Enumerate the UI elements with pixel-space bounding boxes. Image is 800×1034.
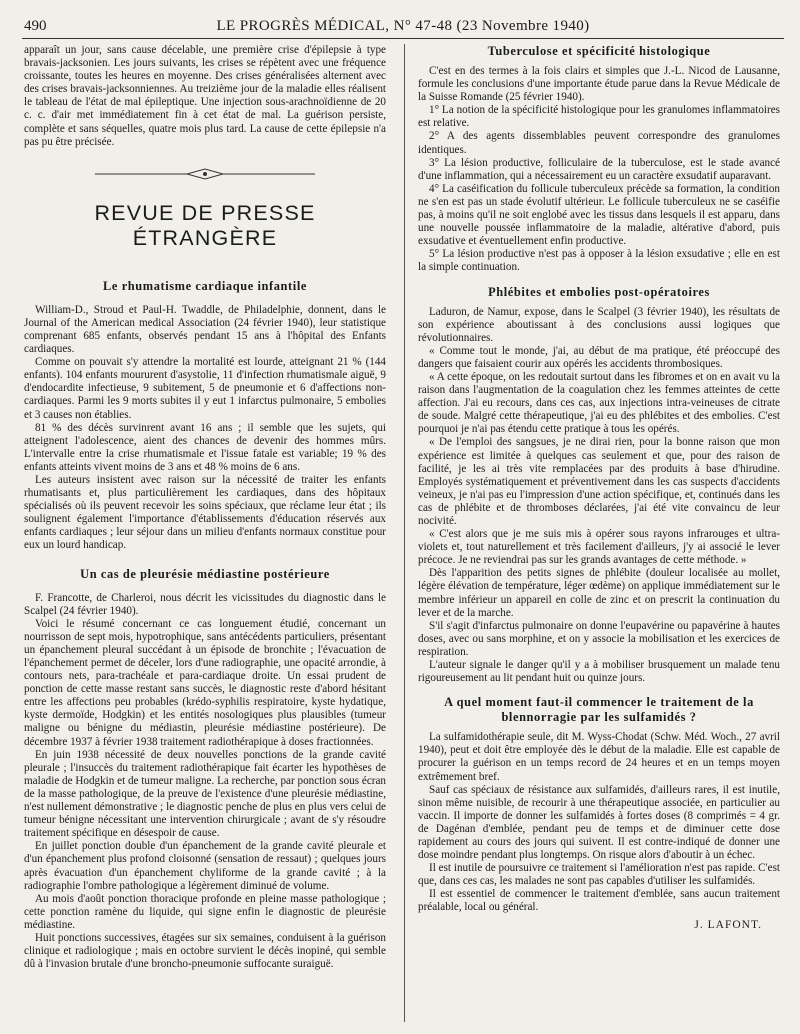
tuberculose-paragraph: 4° La caséification du follicule tuberculeux précède sa formation, la condition ne s'en est pas un stade évolutif ultérieur. Le follicule tuberculeux ne se caséifie pas, à moins qu'il ne soit englobé avec les tissus dans lesquels il est apparu, dans une nouvelle poussée inflammatoire de la maladie, altérative d'abord, puis exsudative et éventuellement enfin productive. xyxy=(418,182,780,248)
rhumatisme-paragraph: Comme on pouvait s'y attendre la mortalité est lourde, atteignant 21 % (144 enfants). 104 enfants moururent d'asystolie, 11 d'infection rhumatismale aiguë, 9 d'endocardite infectieuse, 9 subitement, 5 de pneumonie et 6 d'affections non-cardiaques. Parmi les 9 morts subites il y eut 1 infarctus pulmonaire, 5 embolies et 3 causes non établies. xyxy=(24,356,386,421)
column-divider xyxy=(404,44,405,1022)
columns xyxy=(22,44,784,1022)
intro-paragraph: apparaît un jour, sans cause décelable, une première crise d'épilepsie à type bravais-jacksonien. Les jours suivants, les crises se répètent avec une fréquence croissante, toutes les heures en moyenne. Des crises généralisées alternent avec des crises bravais-jacksonniennes. Au treizième jour de la maladie elles réalisent le tableau de l'état de mal épileptique. Une injection sous-arachnoïdienne de 20 c. c. d'air met immédiatement fin à cet état de mal. La guérison persiste, complète et sans séquelles, quatre mois plus tard. La cause de cette épilepsie n'a pas pu être précisée. xyxy=(24,44,386,148)
pleuresie-paragraph: F. Francotte, de Charleroi, nous décrit les vicissitudes du diagnostic dans le Scalpel (24 février 1940). xyxy=(24,591,386,617)
page-header xyxy=(22,14,784,39)
pleuresie-paragraph: En juin 1938 nécessité de deux nouvelles ponctions de la grande cavité pleurale ; l'insuccès du traitement radiothérapique fait écarter les hypothèses de maladie de Hodgkin et de tumeur maligne. La recherche, par ponction sous écran de la masse pathologique, de la preuve de l'existence d'une pleurésie médiastine, n'est nullement démonstrative ; le diagnostic penche de plus en plus vers celui de tumeur bénigne nécessitant une intervention chirurgicale ; avant de s'y résoudre traitement spécifique en désespoir de cause. xyxy=(24,748,386,840)
rhumatisme-paragraph: William-D., Stroud et Paul-H. Twaddle, de Philadelphie, donnent, dans le Journal of the American medical Association (24 février 1940), leur statistique comprenant 685 enfants, observés pendant 15 ans à l'hôpital des Enfants cardiaques. xyxy=(24,303,386,356)
pleuresie-paragraph: Huit ponctions successives, étagées sur six semaines, conduisent à la guérison clinique et radiologique ; mais en octobre survient le décès inopiné, qui semble dû à l'invasion brutale d'une broncho-pneumonie suffocante suraiguë. xyxy=(24,931,386,971)
phlebites-paragraph: Dès l'apparition des petits signes de phlébite (douleur localisée au mollet, légère élévation de température, léger œdème) on applique immédiatement sur le membre inférieur un appareil en colle de zinc et on prescrit la continuation du lever et de la marche. xyxy=(418,567,780,619)
pleuresie-paragraph: Au mois d'août ponction thoracique profonde en pleine masse pathologique ; cette ponction ramène du liquide, qui signe enfin le diagnostic de pleurésie médiastine. xyxy=(24,892,386,931)
rhumatisme-paragraph: Les auteurs insistent avec raison sur la nécessité de traiter les enfants rhumatisants et, plus particulièrement les cardiaques, dans des hôpitaux spécialisés où ils peuvent recevoir les soins spéciaux, que réclame leur état ; ils soulignent également l'importance d'établissements d'éducation réservés aux enfants cardiaques ; leur séjour dans un milieu d'enfants normaux constitue pour eux un lourd handicap. xyxy=(24,473,386,552)
tuberculose-paragraph: 5° La lésion productive n'est pas à opposer à la lésion exsudative ; elle en est la simple continuation. xyxy=(418,248,780,274)
ornament-divider-icon xyxy=(95,167,315,181)
ornament-divider xyxy=(24,167,386,181)
pleuresie-paragraph: Voici le résumé concernant ce cas longuement étudié, concernant un nourrisson de sept mois, hypotrophique, sans antécédents particuliers, présentant un épanchement pleural succédant à un épisode de bronchite ; l'évacuation de l'épanchement permet de déceler, lors d'une radiographie, une opacité arrondie, à contours nets, para-trachéale et para-cardiaque droite. Un essai prudent de ponction de cette masse restant sans succès, le diagnostic reste d'abord hésitant entre les affections peu probables (krédo-syphilis respiratoire, kyste hydatique, kyste dermoïde, Hodgkin) et les entités nosologiques plus plausibles (tumeur maligne ou bénigne du médiastin, pleurésie médiastine postérieure). De décembre 1937 à février 1938 traitement radiothérapique à doses fractionnées. xyxy=(24,617,386,748)
page xyxy=(22,14,784,1022)
section-title-tuberculose: Tuberculose et spécificité histologique xyxy=(487,44,711,58)
tuberculose-paragraph: 2° A des agents dissemblables peuvent correspondre des granulomes identiques. xyxy=(418,130,780,156)
rhumatisme-paragraph: 81 % des décès survinrent avant 16 ans ; il semble que les sujets, qui atteignent l'adolescence, aient des chances de devenir des hommes mûrs. L'intervalle entre la crise rhumatismale et l'issue fatale est variable; 19 % des enfants atteints vivent moins de 3 ans et 48 % moins de 6 ans. xyxy=(24,421,386,473)
phlebites-paragraph: « A cette époque, on les redoutait surtout dans les fibromes et on en avait vu la raison dans l'augmentation de la coagulation chez les femmes atteintes de cette affection. J'ai eu recours, dans ces cas, aux injections intra-veineuses de citrate de soude. Malgré cette thérapeutique, j'ai eu des phlébites et des embolies. C'est pourquoi je n'ai pas étendu cette pratique à tous les opérés. xyxy=(418,370,780,436)
running-title: LE PROGRÈS MÉDICAL, N° 47-48 (23 Novembre 1940) xyxy=(216,18,590,34)
section-title-rhumatisme: Le rhumatisme cardiaque infantile xyxy=(103,278,307,293)
section-title-pleuresie: Un cas de pleurésie médiastine postérieure xyxy=(80,566,330,581)
phlebites-paragraph: S'il s'agit d'infarctus pulmonaire on donne l'eupavérine ou papavérine à hautes doses, avec ou sans morphine, et on y associe la mobilisation et les exercices de respiration. xyxy=(418,619,780,658)
section-title-phlebites: Phlébites et embolies post-opératoires xyxy=(488,284,710,299)
phlebites-paragraph: Laduron, de Namur, expose, dans le Scalpel (3 février 1940), les résultats de son expérience aboutissant à des conclusions aussi logiques que révolutionnaires. xyxy=(418,305,780,344)
page-number: 490 xyxy=(24,18,47,34)
tuberculose-paragraph: 3° La lésion productive, folliculaire de la tuberculose, est le stade avancé d'une inflammation, qui a nécessairement eu un caractère exsudatif auparavant. xyxy=(418,156,780,182)
phlebites-paragraph: « De l'emploi des sangsues, je ne dirai rien, pour la bonne raison que mon expérience est limitée à quelques cas seulement et que, pour des raison de facilité, je les ai très vite remplacées par des produits à base d'hirudine. Employés systématiquement et préventivement dans les cas suspects d'accidents veineux, je n'ai pas eu l'impression d'une action spécifique, et, continués dans les cas de phlébite et de thromboses déclarées, j'ai été vite convaincu de leur nocivité. xyxy=(418,436,780,527)
tuberculose-paragraph: 1° La notion de la spécificité histologique pour les granulomes inflammatoires est relative. xyxy=(418,104,780,130)
phlebites-paragraph: L'auteur signale le danger qu'il y a à mobiliser brusquement un malade tenu rigoureusement au lit pendant huit ou quinze jours. xyxy=(418,659,780,685)
pleuresie-paragraph: En juillet ponction double d'un épanchement de la grande cavité pleurale et d'un épanchement plus profond cloisonné (sensation de ressaut) ; quelques jours après évacuation d'un épanchement chyliforme de la grande cavité ; à la radiographie l'ombre pathologique a légèrement diminué de volume. xyxy=(24,840,386,892)
left-column xyxy=(24,44,386,1022)
main-section-title: REVUE DE PRESSE ÉTRANGÈRE xyxy=(94,200,316,250)
tuberculose-paragraph: C'est en des termes à la fois clairs et simples que J.-L. Nicod de Lausanne, formule les conclusions d'une importante étude parue dans la Revue Médicale de la Suisse Romande (25 février 1940). xyxy=(418,65,780,104)
blennorragie-paragraph: Il est inutile de poursuivre ce traitement si l'amélioration n'est pas rapide. C'est que, dans ces cas, les malades ne sont pas capables d'utiliser les sulfamidés. xyxy=(418,862,780,888)
right-column xyxy=(418,44,780,1022)
blennorragie-paragraph: La sulfamidothérapie seule, dit M. Wyss-Chodat (Schw. Méd. Woch., 27 avril 1940), peut et doit être employée dès le début de la maladie. Elle est capable de procurer la guérison en un temps record de 24 heures et en un temps moyen extrêmement bref. xyxy=(418,731,780,783)
phlebites-paragraph: « C'est alors que je me suis mis à opérer sous rayons infrarouges et ultra-violets et, tout naturellement et très facilement d'ailleurs, j'y ai associé le lever précoce. Je ne reviendrai pas sur les grands avantages de cette méthode. » xyxy=(418,528,780,567)
blennorragie-paragraph: Il est essentiel de commencer le traitement d'emblée, sans aucun traitement préalable, local ou général. xyxy=(418,888,780,914)
blennorragie-paragraph: Sauf cas spéciaux de résistance aux sulfamidés, d'ailleurs rares, il est inutile, sinon même nuisible, de recourir à une thérapeutique associée, en particulier au vaccin. Il importe de donner les sulfamidés à fortes doses (8 comprimés = 4 gr. de Dagénan d'emblée, pendant peu de temps et de diminuer cette dose rapidement au cours des jours qui suivent. Il est contre-indiqué de donner une dose moindre pendant plus longtemps. On risque alors d'aboutir à un échec. xyxy=(418,783,780,862)
section-title-blennorragie: A quel moment faut-il commencer le traitement de la blennorragie par les sulfamidés ? xyxy=(444,695,754,725)
phlebites-paragraph: « Comme tout le monde, j'ai, au début de ma pratique, été préoccupé des dangers que faisaient courir aux opérés les accidents thrombosiques. xyxy=(418,344,780,370)
author-signature: J. LAFONT. xyxy=(694,918,762,931)
